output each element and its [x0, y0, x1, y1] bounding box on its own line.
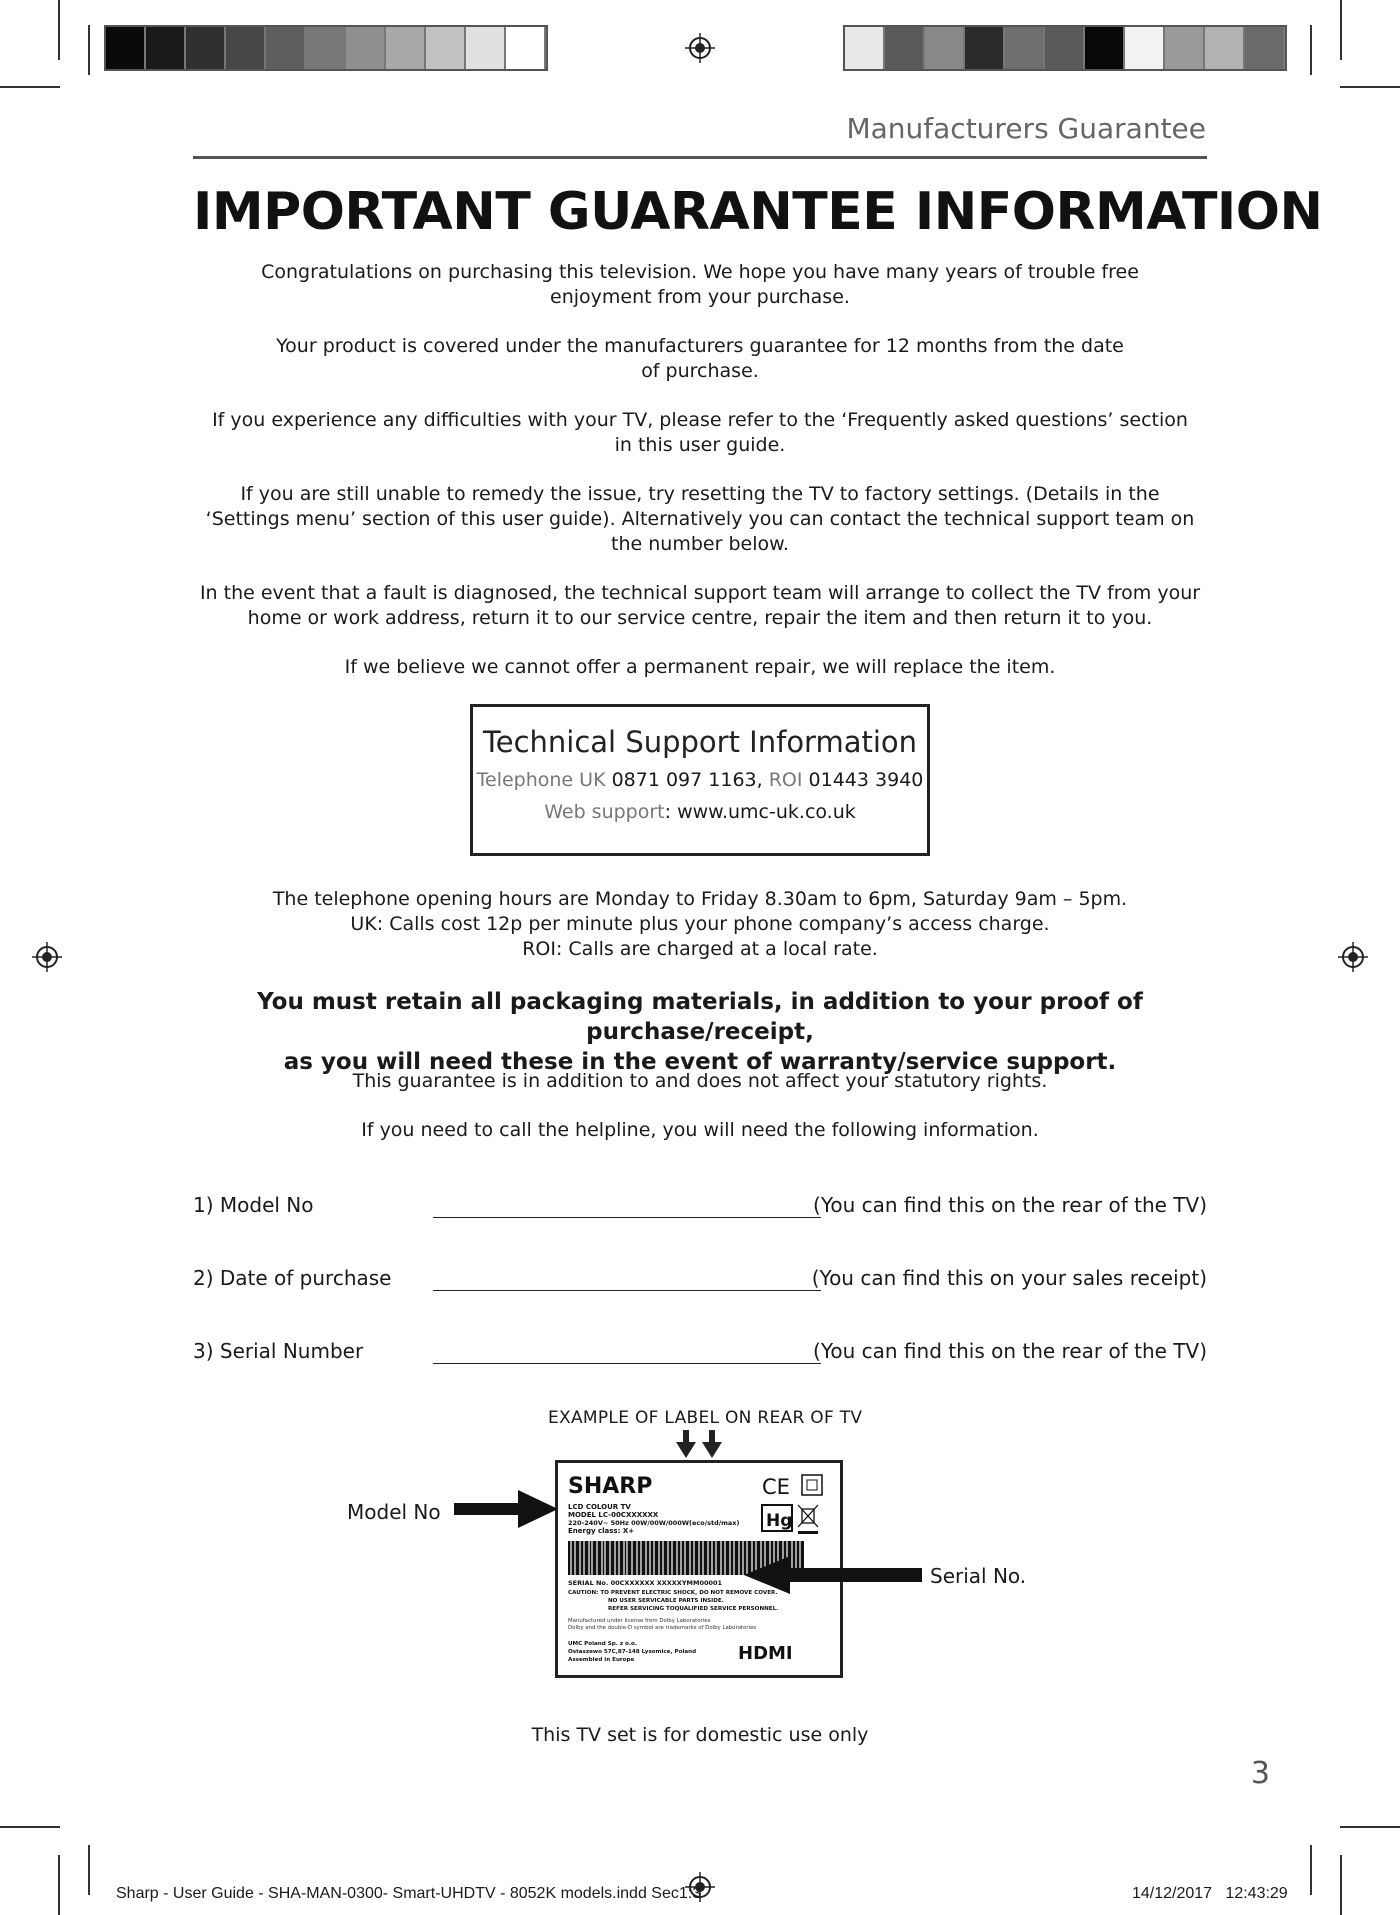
svg-text:NO USER SERVICABLE PARTS INSID: NO USER SERVICABLE PARTS INSIDE.	[608, 1598, 724, 1604]
intro-paragraphs	[193, 260, 1207, 704]
web-support-link[interactable]: www.umc-uk.co.uk	[677, 801, 856, 823]
page-number: 3	[1250, 1756, 1270, 1791]
svg-text:Hg: Hg	[766, 1511, 793, 1531]
telephone-uk-number[interactable]: 0871 097 1163,	[611, 769, 763, 791]
svg-text:Dolby and the double-D symbol: Dolby and the double-D symbol are trademarks of Dolby Laboratories	[568, 1625, 757, 1631]
hdmi-logo-icon: HDMI	[738, 1643, 793, 1664]
serial-number-label: 3) Serial Number	[193, 1339, 364, 1363]
telephone-roi-number[interactable]: 01443 3940	[808, 769, 924, 791]
serial-number-hint: (You can find this on the rear of the TV)	[813, 1339, 1207, 1363]
paragraph-replace: If we believe we cannot offer a permanent repair, we will replace the item.	[344, 656, 1056, 678]
paragraph-coverage: Your product is covered under the manufacturers guarantee for 12 months from the date of purchase.	[276, 335, 1124, 382]
date-of-purchase-hint: (You can find this on your sales receipt)	[811, 1266, 1207, 1290]
date-of-purchase-label: 2) Date of purchase	[193, 1266, 392, 1290]
model-no-hint: (You can find this on the rear of the TV)	[813, 1193, 1207, 1217]
model-no-pointer-label: Model No	[347, 1500, 441, 1524]
support-web: Web support: www.umc-uk.co.uk	[544, 801, 856, 823]
paragraph-fault: In the event that a fault is diagnosed, the technical support team will arrange to collect the TV from your home or work address, return it to our service centre, repair the item and then return it to you.	[199, 582, 1201, 629]
opening-hours: The telephone opening hours are Monday to Friday 8.30am to 6pm, Saturday 9am – 5pm. UK: Calls cost 12p per minute plus your phone company’s access charge. ROI: Calls are charged at a local rate.	[272, 888, 1128, 960]
svg-text:Energy class: X+: Energy class: X+	[568, 1527, 635, 1535]
paragraph-reset: If you are still unable to remedy the issue, try resetting the TV to factory settings. (Details in the ‘Settings menu’ section of this user guide). Alternatively you can contact the technical support team on the number below.	[205, 483, 1195, 555]
domestic-use-note: This TV set is for domestic use only	[531, 1724, 869, 1746]
serial-no-pointer-label: Serial No.	[930, 1564, 1027, 1588]
svg-text:Manufactured under license fro: Manufactured under license from Dolby Laboratories	[568, 1618, 711, 1624]
page-title: IMPORTANT GUARANTEE INFORMATION	[193, 182, 1323, 242]
svg-text:UMC Poland Sp. z o.o.: UMC Poland Sp. z o.o.	[568, 1641, 637, 1647]
ce-mark-icon	[762, 1475, 822, 1499]
registration-mark-icon	[1338, 942, 1368, 972]
statutory-rights-text: This guarantee is in addition to and does not affect your statutory rights.	[352, 1070, 1048, 1092]
serial-number-field[interactable]	[433, 1363, 821, 1364]
svg-text:CE: CE	[762, 1475, 790, 1499]
model-no-label: 1) Model No	[193, 1193, 314, 1217]
svg-text:REFER SERVICING TOQUALIFIED SE: REFER SERVICING TOQUALIFIED SERVICE PERSONNEL.	[608, 1606, 779, 1612]
svg-text:CAUTION: TO PREVENT ELECTRI: CAUTION: TO PREVENT ELECTRIC SHOCK, DO NOT REMOVE COVER.	[568, 1590, 778, 1596]
grey-calibration-bar-right	[843, 25, 1287, 71]
serial-arrow-icon	[744, 1556, 922, 1594]
registration-mark-icon	[685, 33, 715, 63]
grey-calibration-bar-left	[104, 25, 548, 71]
header-rule	[193, 156, 1207, 159]
form-row-model	[193, 1193, 1207, 1223]
model-no-field[interactable]	[433, 1217, 821, 1218]
packaging-notice: You must retain all packaging materials, in addition to your proof of purchase/receipt, as you will need these in the event of warranty/service support.	[257, 989, 1143, 1075]
down-arrows-icon	[673, 1430, 727, 1460]
support-telephone: Telephone UK 0871 097 1163, ROI 01443 3940	[476, 769, 924, 791]
svg-text:Ostaszewo 57C,87-148 Lysomice,: Ostaszewo 57C,87-148 Lysomice, Poland	[568, 1649, 697, 1655]
registration-mark-icon	[32, 942, 62, 972]
slug-timestamp: 14/12/2017 12:43:29	[1132, 1885, 1288, 1902]
label-brand: SHARP	[568, 1474, 653, 1499]
weee-bin-icon	[798, 1505, 818, 1534]
svg-text:LCD COLOUR TV: LCD COLOUR TV	[568, 1503, 631, 1511]
svg-text:Assembled in Europe: Assembled in Europe	[568, 1657, 635, 1663]
date-of-purchase-field[interactable]	[433, 1290, 821, 1291]
section-title: Manufacturers Guarantee	[846, 112, 1206, 145]
hg-symbol-icon	[762, 1505, 792, 1531]
form-row-date	[193, 1266, 1207, 1296]
label-serial: SERIAL No. 00CXXXXXX XXXXXYMM00001	[568, 1579, 723, 1587]
model-arrow-icon	[454, 1490, 558, 1528]
form-row-serial	[193, 1339, 1207, 1369]
helpline-text: If you need to call the helpline, you will need the following information.	[361, 1119, 1039, 1141]
paragraph-congratulations: Congratulations on purchasing this television. We hope you have many years of trouble free enjoyment from your purchase.	[261, 261, 1139, 308]
svg-text:MODEL LC-00CXXXXXX: MODEL LC-00CXXXXXX	[568, 1511, 659, 1519]
paragraph-faq: If you experience any difficulties with your TV, please refer to the ‘Frequently asked questions’ section in this user guide.	[212, 409, 1188, 456]
svg-text:220-240V~ 50Hz 00W/00W/000W(e: 220-240V~ 50Hz 00W/00W/000W(eco/std/max)	[568, 1519, 740, 1527]
technical-support-box	[470, 704, 930, 856]
support-title: Technical Support Information	[482, 725, 918, 759]
slug-file-name: Sharp - User Guide - SHA-MAN-0300- Smart-UHDTV - 8052K models.indd Sec1:3	[116, 1885, 702, 1902]
example-caption: EXAMPLE OF LABEL ON REAR OF TV	[548, 1408, 863, 1428]
